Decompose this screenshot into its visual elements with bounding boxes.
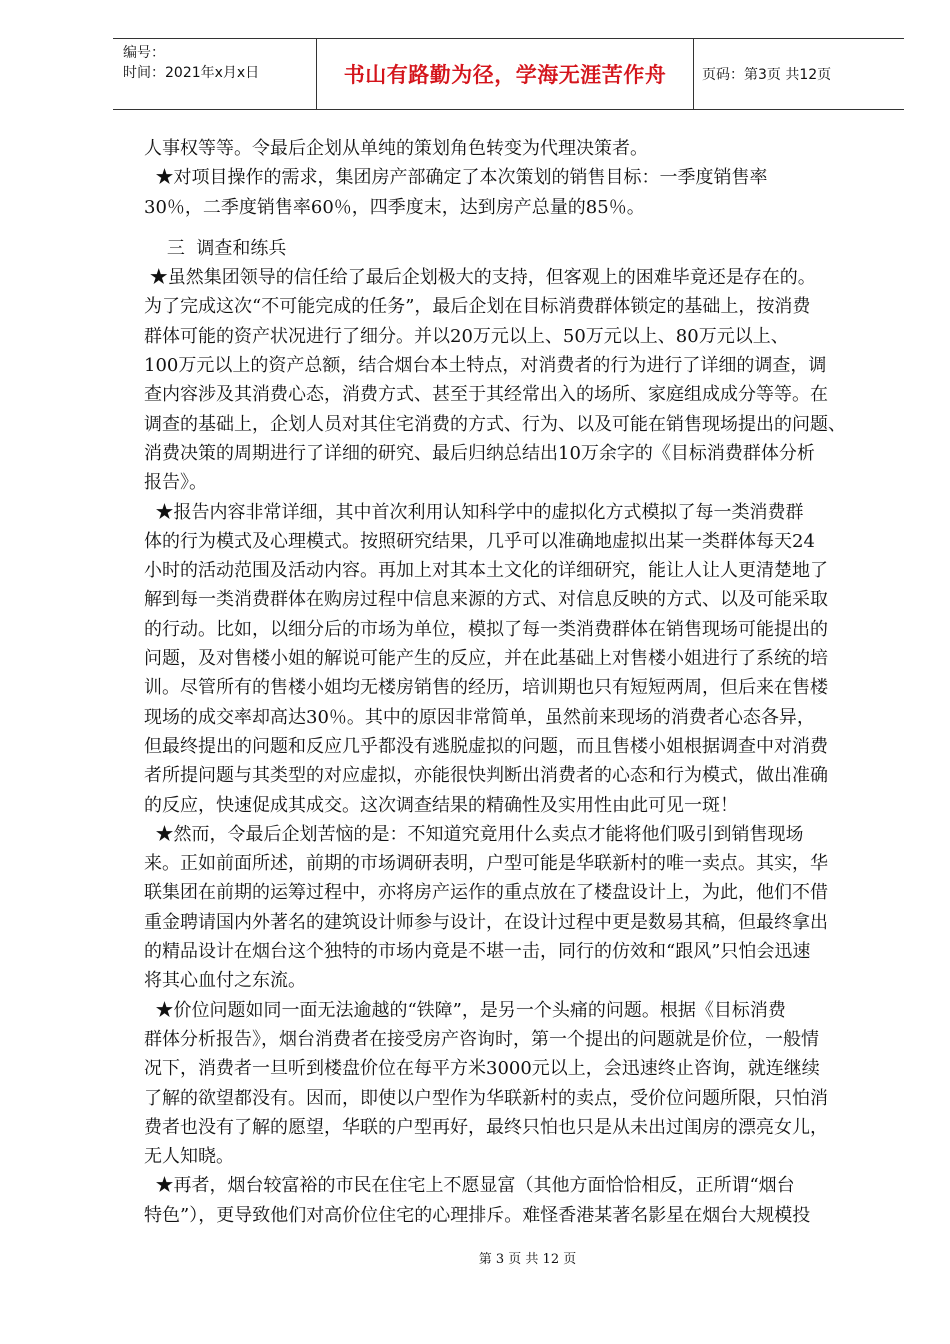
text-line: 重金聘请国内外著名的建筑设计师参与设计，在设计过程中更是数易其稿，但最终拿出 [144,911,828,933]
text-line: 报告》。 [144,472,207,494]
text-line: ★虽然集团领导的信任给了最后企划极大的支持，但客观上的困难毕竟还是存在的。 [144,267,816,289]
text-line: 人事权等等。令最后企划从单纯的策划角色转变为代理决策者。 [144,138,648,159]
text-line: 无人知晓。 [144,1146,234,1168]
blank-line [144,222,884,234]
text-line: 查内容涉及其消费心态，消费方式、甚至于其经常出入的场所、家庭组成成分等等。在 [144,384,828,406]
text-line: 三 调查和练兵 [144,237,287,259]
text-line: 联集团在前期的运筹过程中，亦将房产运作的重点放在了楼盘设计上，为此，他们不借 [144,882,828,904]
text-line: 调查的基础上，企划人员对其住宅消费的方式、行为、以及可能在销售现场提出的问题、 [144,413,846,435]
time-label: 时间：2021年x月x日 [123,65,260,81]
text-line: 特色”），更导致他们对高价位住宅的心理排斥。难怪香港某著名影星在烟台大规模投 [144,1204,811,1226]
text-line: 现场的成交率却高达30％。其中的原因非常简单，虽然前来现场的消费者心态各异， [144,706,815,728]
serial-label: 编号： [123,45,165,61]
document-body [144,134,884,1230]
text-line: 费者也没有了解的愿望，华联的户型再好，最终只怕也只是从未出过闺房的漂亮女儿， [144,1116,828,1138]
text-line: 训。尽管所有的售楼小姐均无楼房销售的经历，培训期也只有短短两周，但后来在售楼 [144,677,828,699]
text-line: 群体可能的资产状况进行了细分。并以20万元以上、50万元以上、80万元以上、 [144,325,789,347]
text-line: 了解的欲望都没有。因而，即使以户型作为华联新村的卖点，受价位问题所限，只怕消 [144,1087,828,1109]
text-line: 将其心血付之东流。 [144,970,306,992]
text-line: ★再者，烟台较富裕的市民在住宅上不愿显富（其他方面恰恰相反，正所谓“烟台 [144,1175,795,1197]
header-motto: 书山有路勤为径，学海无涯苦作舟 [316,39,694,109]
text-line: ★价位问题如同一面无法逾越的“铁障”，是另一个头痛的问题。根据《目标消费 [144,999,786,1021]
header-page-number: 页码：第3页 共12页 [702,67,832,83]
text-line: 的精品设计在烟台这个独特的市场内竟是不堪一击，同行的仿效和“跟风”只怕会迅速 [144,941,811,963]
text-line: 为了完成这次“不可能完成的任务”，最后企划在目标消费群体锁定的基础上，按消费 [144,296,811,318]
text-line: 者所提问题与其类型的对应虚拟，亦能很快判断出消费者的心态和行为模式，做出准确 [144,765,828,787]
header-meta [113,39,316,109]
text-line: 体的行为模式及心理模式。按照研究结果，几乎可以准确地虚拟出某一类群体每天24 [144,530,815,552]
text-line: 30％，二季度销售率60％，四季度末，达到房产总量的85％。 [144,196,645,218]
text-line: 况下，消费者一旦听到楼盘价位在每平方米3000元以上，会迅速终止咨询，就连继续 [144,1058,820,1080]
text-line: ★对项目操作的需求，集团房产部确定了本次策划的销售目标：一季度销售率 [144,167,768,189]
page-footer: 第 3 页 共 12 页 [478,1252,577,1267]
text-line: 的行动。比如，以细分后的市场为单位，模拟了每一类消费群体在销售现场可能提出的 [144,618,828,640]
text-line: ★然而，令最后企划苦恼的是：不知道究竟用什么卖点才能将他们吸引到销售现场 [144,823,804,845]
text-line: 小时的活动范围及活动内容。再加上对其本土文化的详细研究，能让人让人更清楚地了 [144,560,828,582]
text-line: 问题，及对售楼小姐的解说可能产生的反应，并在此基础上对售楼小姐进行了系统的培 [144,648,828,670]
text-line: 100万元以上的资产总额，结合烟台本土特点，对消费者的行为进行了详细的调查，调 [144,355,827,377]
text-line: 的反应，快速促成其成交。这次调查结果的精确性及实用性由此可见一斑！ [144,794,738,816]
text-line: 但最终提出的问题和反应几乎都没有逃脱虚拟的问题，而且售楼小姐根据调查中对消费 [144,735,828,757]
text-line: 消费决策的周期进行了详细的研究、最后归纳总结出10万余字的《目标消费群体分析 [144,442,815,464]
text-line: 群体分析报告》，烟台消费者在接受房产咨询时，第一个提出的问题就是价位，一般情 [144,1028,819,1050]
text-line: ★报告内容非常详细，其中首次利用认知科学中的虚拟化方式模拟了每一类消费群 [144,501,804,523]
text-line: 解到每一类消费群体在购房过程中信息来源的方式、对信息反映的方式、以及可能采取 [144,589,828,611]
page-header [113,38,904,110]
text-line: 来。正如前面所述，前期的市场调研表明，户型可能是华联新村的唯一卖点。其实，华 [144,853,828,875]
